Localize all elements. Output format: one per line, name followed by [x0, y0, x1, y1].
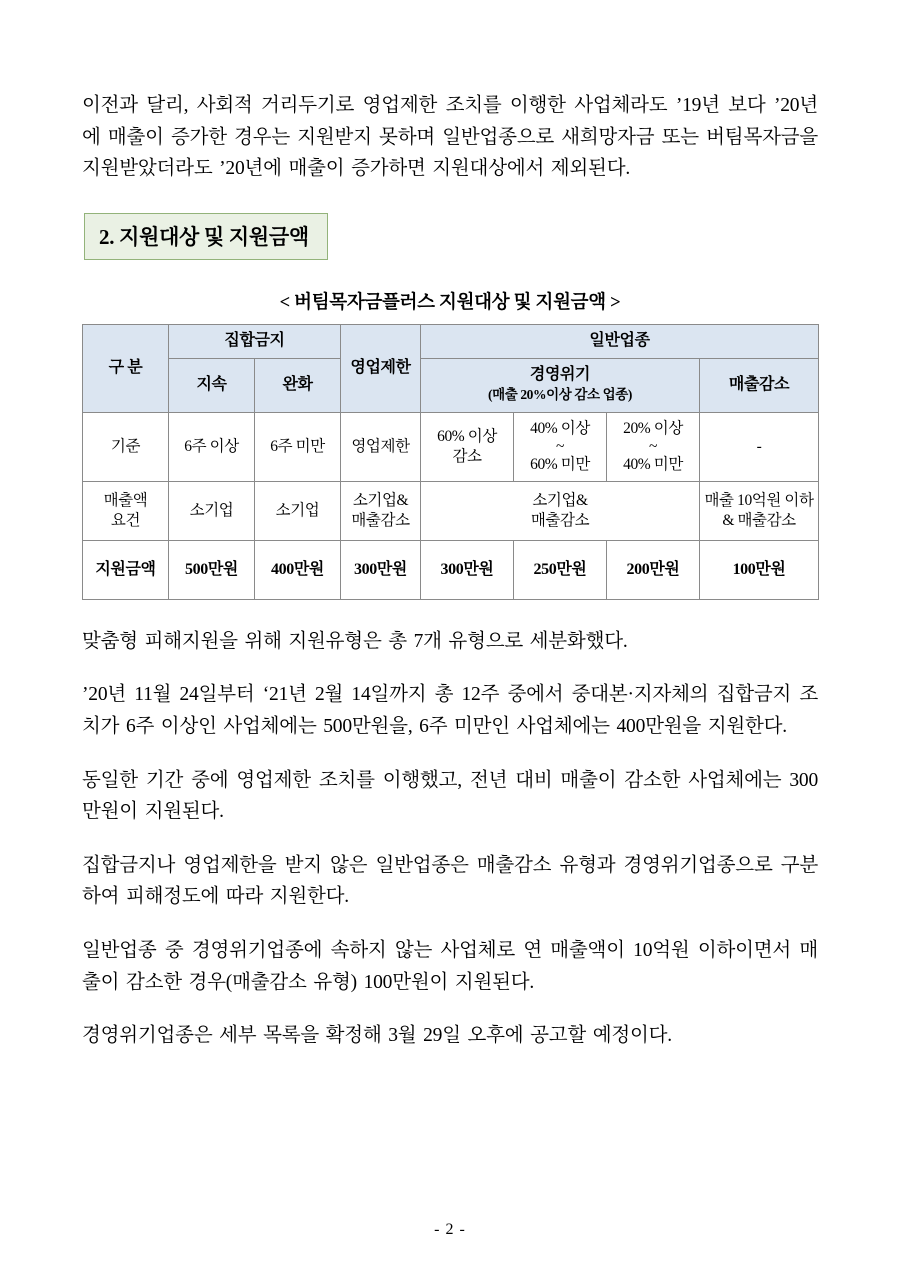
header-division: 구 분	[83, 324, 169, 412]
cell-standard-ban-continued: 6주 이상	[169, 413, 255, 482]
header-ban-continued: 지속	[169, 358, 255, 413]
body-paragraph-3: 동일한 기간 중에 영업제한 조치를 이행했고, 전년 대비 매출이 감소한 사업체에는 300만원이 지원된다.	[82, 769, 818, 823]
page-number: - 2 -	[434, 1221, 466, 1238]
row-label-standard: 기준	[83, 413, 169, 482]
cell-standard-crisis-60: 60% 이상 감소	[421, 413, 514, 482]
section-heading: 2. 지원대상 및 지원금액	[84, 213, 328, 260]
cell-req-ban-eased: 소기업	[255, 481, 341, 540]
cell-standard-crisis-20: 20% 이상 ~ 40% 미만	[607, 413, 700, 482]
cell-standard-crisis-40: 40% 이상 ~ 60% 미만	[514, 413, 607, 482]
table-title: < 버팀목자금플러스 지원대상 및 지원금액 >	[279, 292, 621, 313]
cell-amount-restriction: 300만원	[341, 540, 421, 599]
cell-req-ban-continued: 소기업	[169, 481, 255, 540]
header-ban: 집합금지	[169, 324, 341, 358]
cell-req-restriction: 소기업& 매출감소	[341, 481, 421, 540]
cell-amount-ban-eased: 400만원	[255, 540, 341, 599]
header-crisis-title: 경영위기	[529, 365, 591, 383]
header-restriction: 영업제한	[341, 324, 421, 412]
header-crisis	[421, 358, 700, 413]
header-sales-drop: 매출감소	[700, 358, 819, 413]
cell-req-crisis: 소기업& 매출감소	[421, 481, 700, 540]
cell-standard-sales-drop: -	[700, 413, 819, 482]
table-row-standard	[83, 413, 819, 482]
header-ban-eased: 완화	[255, 358, 341, 413]
table-row-requirement	[83, 481, 819, 540]
body-paragraph-6: 경영위기업종은 세부 목록을 확정해 3월 29일 오후에 공고할 예정이다.	[82, 1025, 672, 1047]
body-paragraph-1: 맞춤형 피해지원을 위해 지원유형은 총 7개 유형으로 세분화했다.	[82, 630, 628, 652]
cell-amount-sales-drop: 100만원	[700, 540, 819, 599]
table-header-row-1	[83, 324, 819, 358]
header-general: 일반업종	[421, 324, 819, 358]
cell-standard-restriction: 영업제한	[341, 413, 421, 482]
body-paragraph-5: 일반업종 중 경영위기업종에 속하지 않는 사업체로 연 매출액이 10억원 이하이면서 매출이 감소한 경우(매출감소 유형) 100만원이 지원된다.	[82, 939, 818, 993]
cell-amount-crisis-40: 250만원	[514, 540, 607, 599]
body-paragraph-2: ’20년 11월 24일부터 ‘21년 2월 14일까지 총 12주 중에서 중대본·지자체의 집합금지 조치가 6주 이상인 사업체에는 500만원을, 6주 미만인 사업체에는 400만원을 지원한다.	[82, 684, 818, 738]
cell-amount-crisis-60: 300만원	[421, 540, 514, 599]
body-paragraph-4: 집합금지나 영업제한을 받지 않은 일반업종은 매출감소 유형과 경영위기업종으로 구분하여 피해정도에 따라 지원한다.	[82, 854, 818, 908]
cell-standard-ban-eased: 6주 미만	[255, 413, 341, 482]
cell-amount-ban-continued: 500만원	[169, 540, 255, 599]
support-table	[82, 324, 819, 600]
table-header-row-2	[83, 358, 819, 413]
row-label-amount: 지원금액	[83, 540, 169, 599]
row-label-requirement: 매출액 요건	[83, 481, 169, 540]
cell-req-sales-drop: 매출 10억원 이하 & 매출감소	[700, 481, 819, 540]
table-row-amount	[83, 540, 819, 599]
intro-paragraph: 이전과 달리, 사회적 거리두기로 영업제한 조치를 이행한 사업체라도 ’19년 보다 ’20년에 매출이 증가한 경우는 지원받지 못하며 일반업종으로 새희망자금 또는 버팀목자금을 지원받았더라도 ’20년에 매출이 증가하면 지원대상에서 제외된다.	[82, 95, 818, 180]
header-crisis-sub: (매출 20%이상 감소 업종)	[487, 387, 633, 403]
cell-amount-crisis-20: 200만원	[607, 540, 700, 599]
